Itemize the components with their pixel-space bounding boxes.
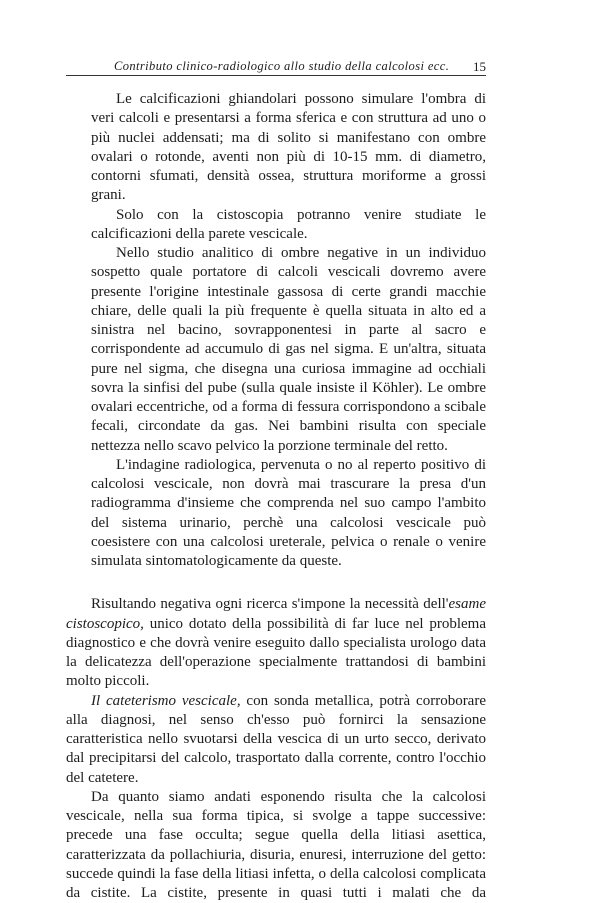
emphasis: Il cateterismo vescicale, bbox=[91, 692, 241, 709]
paragraph: Da quanto siamo andati esponendo risulta che la calcolosi vescicale, nella sua forma tipica, si svolge a tappe successive: precede una fase occulta; segue quella della litiasi asettica, caratterizzata da pollachiuria, disuria, enuresi, interruzione del getto: succede quindi la fase della litiasi infetta, o della calcolosi complicata da cistite. La cistite, presente in quasi tutti i malati che da bbox=[66, 788, 486, 901]
author-name: Köhler bbox=[372, 379, 414, 396]
page-number: 15 bbox=[473, 59, 486, 74]
header-rule bbox=[66, 75, 486, 76]
paragraph-text: con sonda metallica, potrà corroborare alla diagnosi, nel senso ch'esso può fornirci la sensazione caratteristica nello svuotarsi della vescica di un urto secco, derivato dal precipitarsi del calcolo, trasportato dalla corrente, contro l'occhio del catetere. bbox=[66, 692, 486, 786]
paragraph-text: ). Le ombre ovalari eccentriche, od a forma di fessura corrispondono a scibale fecali, circondate da gas. Nei bambini risulta con speciale nettezza nello scavo pelvico la porzione terminale del retto. bbox=[91, 379, 487, 454]
section-radiological bbox=[91, 90, 486, 571]
paragraph bbox=[66, 595, 486, 691]
paragraph: L'indagine radiologica, pervenuta o no al reperto positivo di calcolosi vescicale, non dovrà mai trascurare la presa d'un radiogramma d'insieme che comprenda nel suo campo l'ambito del sistema urinario, perchè una calcolosi vescicale può coesistere con una calcolosi ureterale, pelvica o renale o venire simulata sintomatologicamente da queste. bbox=[91, 456, 486, 569]
paragraph bbox=[66, 692, 486, 788]
section-gap bbox=[66, 571, 486, 595]
paragraph-text: unico dotato della possibilità di far luce nel problema diagnostico e che dovrà venire eseguito dallo specialista urologo data la delicatezza dell'operazione specialmente trattandosi di bambini molto piccoli. bbox=[66, 615, 486, 690]
body-text bbox=[66, 90, 486, 903]
paragraph-text: Risultando negativa ogni ricerca s'impone la necessità dell' bbox=[91, 596, 449, 613]
running-header bbox=[66, 53, 486, 75]
running-title: Contributo clinico-radiologico allo studio della calcolosi ecc. bbox=[114, 59, 450, 73]
section-cystoscopy bbox=[66, 595, 486, 903]
paragraph: Solo con la cistoscopia potranno venire studiate le calcificazioni della parete vescicale. bbox=[91, 206, 486, 242]
paragraph-text: Nello studio analitico di ombre negative in un individuo sospetto quale portatore di calcoli vescicali dovremo avere presente l'origine intestinale gassosa di certe grandi macchie chiare, delle quali la più frequente è quella situata in alto ed a sinistra nel bacino, sovrapponentesi in parte al sacro e corrispondente ad accumulo di gas nel sigma. E un'altra, situata pure nel sigma, che disegna una curiosa immagine ad occhiali sovra la sinfisi del pube (sulla quale insiste il bbox=[91, 245, 486, 396]
paragraph bbox=[91, 244, 486, 456]
emphasis: esame cistoscopico, bbox=[66, 596, 486, 632]
paragraph: Le calcificazioni ghiandolari possono simulare l'ombra di veri calcoli e presentarsi a forma sferica e con struttura ad uno o più nuclei addensati; ma di solito si manifestano con ombre ovalari o rotonde, aventi non più di 10-15 mm. di diametro, contorni sfumati, densità ossea, struttura moriforme a grossi grani. bbox=[91, 91, 486, 204]
